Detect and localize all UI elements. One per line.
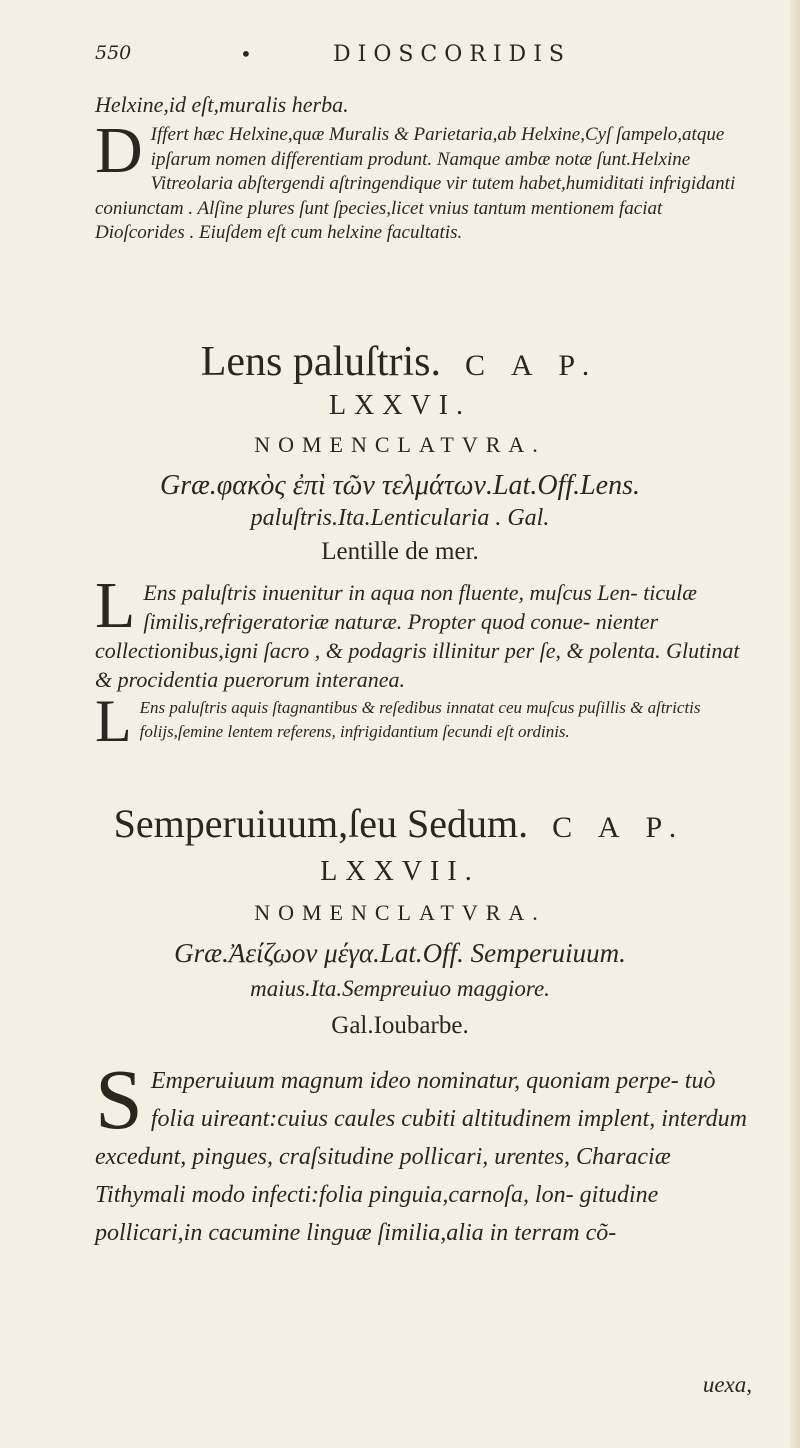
chapter-number: LXXVI. (328, 390, 472, 421)
nomenclatura-heading: NOMENCLATVRA. (254, 900, 546, 925)
section-title-helxine: Helxine,id eſt,muralis herba. (95, 92, 349, 117)
chapter-title: Lens paluſtris. (200, 339, 442, 385)
header-ornament: • (240, 42, 252, 66)
drop-cap: L (95, 688, 132, 754)
chapter-heading-sedum (0, 800, 800, 847)
page-edge (790, 0, 800, 1448)
drop-cap: D (95, 114, 143, 187)
names-line: Græ.φακὸς ἐπὶ τῶν τελμάτων.Lat.Off.Lens. (159, 470, 641, 501)
drop-cap: L (95, 569, 136, 642)
names-line: maius.Ita.Sempreuiuo maggiore. (250, 976, 550, 1001)
paragraph-text: Emperuiuum magnum ideo nominatur, quoniam perpe- tuò folia uireant:cuius caules cubiti altitudinem implent, interdum excedunt, pingues, craſsitudine pollicari, urentes, Characiæ Tithymali modo infecti:folia pinguia,carnoſa, lon- gitudine pollicari,in cacumine linguæ ſimilia,alia in terram cõ- (95, 1068, 747, 1246)
chapter-cap-label: C A P. (465, 349, 600, 382)
chapter-title: Semperuiuum,ſeu Sedum. (113, 801, 529, 846)
running-header (95, 42, 735, 78)
page-number: 550 (95, 42, 132, 64)
names-line: paluſtris.Ita.Lenticularia . Gal. (250, 505, 550, 531)
paragraph-text: Ens paluſtris aquis ſtagnantibus & reſedibus innatat ceu muſcus puſillis & aſtrictis folijs,ſemine lentem referens, infrigidantium ſecundi eſt ordinis. (139, 698, 701, 741)
sedum-paragraph-1 (95, 1051, 755, 1252)
lens-paragraph-2 (95, 688, 755, 754)
chapter-number: LXXVII. (320, 856, 480, 887)
names-line: Gal.Ioubarbe. (331, 1012, 469, 1039)
catchword: uexa, (702, 1372, 752, 1397)
paragraph-text: Ens paluſtris inuenitur in aqua non fluente, muſcus Len- ticulæ ſimilis,refrigeratoriæ naturæ. Propter quod conue- nienter collectionibus,igni ſacro , & podagris illinitur per ſe, & polenta. Glutinat & procidentia puerorum interanea. (95, 580, 740, 692)
drop-cap: S (95, 1051, 143, 1147)
lens-paragraph-1 (95, 569, 755, 694)
helxine-paragraph (95, 114, 755, 246)
running-title: DIOSCORIDIS (333, 42, 571, 67)
names-line: Græ.Ἀείζωον μέγα.Lat.Off. Semperuiuum. (174, 938, 626, 968)
paragraph-text: Iffert hæc Helxine,quæ Muralis & Parietaria,ab Helxine,Cyſ ſampelo,atque ipſarum nomen differentiam produnt. Namque ambæ notæ ſunt.Helxine Vitreolaria abſtergendi aſtringendique vir tutem habet,humiditati infrigidanti coniunctam . Alſine plures ſunt ſpecies,licet vnius tantum mentionem faciat Dioſcorides . Eiuſdem eſt cum helxine facultatis. (95, 124, 736, 243)
chapter-heading-lens (0, 338, 800, 386)
nomenclatura-heading: NOMENCLATVRA. (254, 432, 546, 457)
names-line: Lentille de mer. (321, 538, 479, 565)
chapter-cap-label: C A P. (552, 811, 687, 844)
